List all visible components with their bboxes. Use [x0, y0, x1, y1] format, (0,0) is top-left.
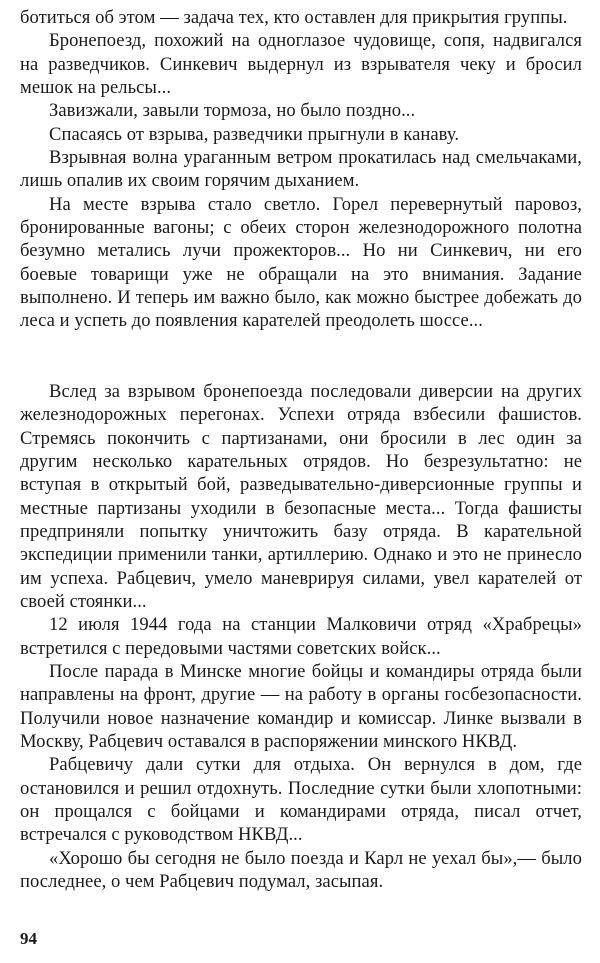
- paragraph: Бронепоезд, похожий на одноглазое чудовище, сопя, надвигался на разведчиков. Синкевич выдернул из взрывателя чеку и бросил мешок на рельсы...: [20, 30, 582, 99]
- paragraph: Рабцевичу дали сутки для отдыха. Он вернулся в дом, где остановился и решил отдохнуть. Последние сутки были хлопотными: он прощался с бойцами и командирами отряда, писал отчет, встречался с руководством НКВД...: [20, 754, 582, 846]
- paragraph: Завизжали, завыли тормоза, но было поздно...: [49, 100, 416, 122]
- paragraph: После парада в Минске многие бойцы и командиры отряда были направлены на фронт, другие — на работу в органы госбезопасности. Получили новое назначение командир и комиссар. Линке вызвали в Москву, Рабцевич оставался в распоряжении минского НКВД.: [20, 660, 582, 752]
- paragraph: 12 июля 1944 года на станции Малковичи отряд «Храбрецы» встретился с передовыми частями советских войск...: [20, 614, 582, 659]
- paragraph: На месте взрыва стало светло. Горел перевернутый паровоз, бронированные вагоны; с обеих сторон железнодорожного полотна безумно метались лучи прожекторов... Но ни Синкевич, ни его боевые товарищи уже не обращали на это внимания. Задание выполнено. И теперь им важно было, как можно быстрее добежать до леса и успеть до появления карателей преодолеть шоссе...: [20, 193, 582, 332]
- paragraph: Спасаясь от взрыва, разведчики прыгнули в канаву.: [49, 123, 460, 145]
- paragraph: Вслед за взрывом бронепоезда последовали диверсии на других железнодорожных перегонах. Успехи отряда взбесили фашистов. Стремясь покончить с партизанами, они бросили в лес один за другим несколько карательных отрядов. Но безрезультатно: не вступая в открытый бой, разведывательно-диверсионные группы и местные партизаны уходили в безопасные места... Тогда фашисты предприняли попытку уничтожить базу отряда. В карательной экспедиции применили танки, артиллерию. Однако и это не принесло им успеха. Рабцевич, умело маневрируя силами, увел карателей от своей стоянки...: [20, 380, 582, 612]
- paragraph: «Хорошо бы сегодня не было поезда и Карл не уехал бы»,— было последнее, о чем Рабцевич подумал, засыпая.: [20, 847, 582, 893]
- book-page: [20, 6, 582, 893]
- paragraph: Взрывная волна ураганным ветром прокатилась над смельчаками, лишь опалив их своим горячим дыханием.: [20, 147, 582, 192]
- section-break: [20, 333, 582, 380]
- page-number: 94: [20, 929, 37, 948]
- paragraph-continuation: ботиться об этом — задача тех, кто оставлен для прикрытия группы.: [20, 7, 568, 28]
